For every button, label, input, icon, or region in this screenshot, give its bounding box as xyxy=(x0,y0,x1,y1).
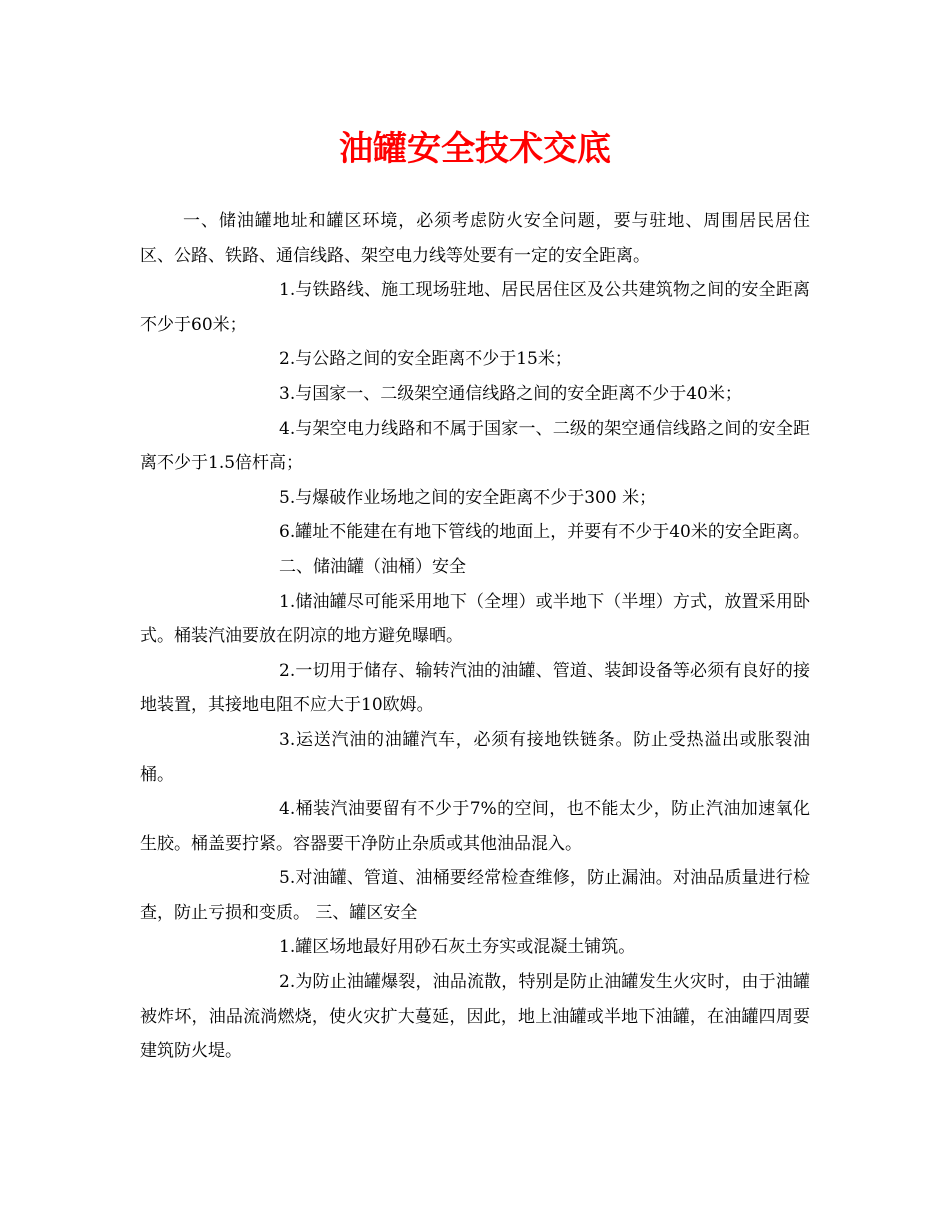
paragraph: 4.桶装汽油要留有不少于7%的空间，也不能太少，防止汽油加速氧化生胶。桶盖要拧紧。容器要干净防止杂质或其他油品混入。 xyxy=(140,799,810,854)
document-title: 油罐安全技术交底 xyxy=(339,129,611,169)
paragraph: 5.对油罐、管道、油桶要经常检查维修，防止漏油。对油品质量进行检查，防止亏损和变质。 三、罐区安全 xyxy=(140,868,810,923)
paragraph: 4.与架空电力线路和不属于国家一、二级的架空通信线路之间的安全距离不少于1.5倍杆高； xyxy=(140,418,810,474)
paragraph: 1.罐区场地最好用砂石灰土夯实或混凝土铺筑。 xyxy=(279,937,636,958)
paragraph: 3.与国家一、二级架空通信线路之间的安全距离不少于40米； xyxy=(279,383,742,404)
paragraph: 6.罐址不能建在有地下管线的地面上，并要有不少于40米的安全距离。 xyxy=(279,522,810,543)
paragraph: 2.与公路之间的安全距离不少于15米； xyxy=(279,349,572,370)
paragraph: 3.运送汽油的油罐汽车，必须有接地铁链条。防止受热溢出或胀裂油桶。 xyxy=(140,729,810,785)
paragraph: 5.与爆破作业场地之间的安全距离不少于300 米； xyxy=(279,487,657,508)
paragraph: 1.储油罐尽可能采用地下（全埋）或半地下（半埋）方式，放置采用卧式。桶装汽油要放在阴凉的地方避免曝晒。 xyxy=(140,591,810,647)
section-heading: 二、储油罐（油桶）安全 xyxy=(279,556,466,577)
paragraph: 2.为防止油罐爆裂，油品流散，特别是防止油罐发生火灾时，由于油罐被炸坏，油品流淌燃烧，使火灾扩大蔓延，因此，地上油罐或半地下油罐，在油罐四周要建筑防火堤。 xyxy=(140,972,810,1062)
paragraph: 1.与铁路线、施工现场驻地、居民居住区及公共建筑物之间的安全距离不少于60米； xyxy=(140,280,810,335)
paragraph: 2.一切用于储存、输转汽油的油罐、管道、装卸设备等必须有良好的接地装置，其接地电阻不应大于10欧姆。 xyxy=(140,660,810,716)
paragraph: 一、储油罐地址和罐区环境，必须考虑防火安全问题，要与驻地、周围居民居住区、公路、铁路、通信线路、架空电力线等处要有一定的安全距离。 xyxy=(140,211,810,266)
document-body xyxy=(140,204,810,1069)
